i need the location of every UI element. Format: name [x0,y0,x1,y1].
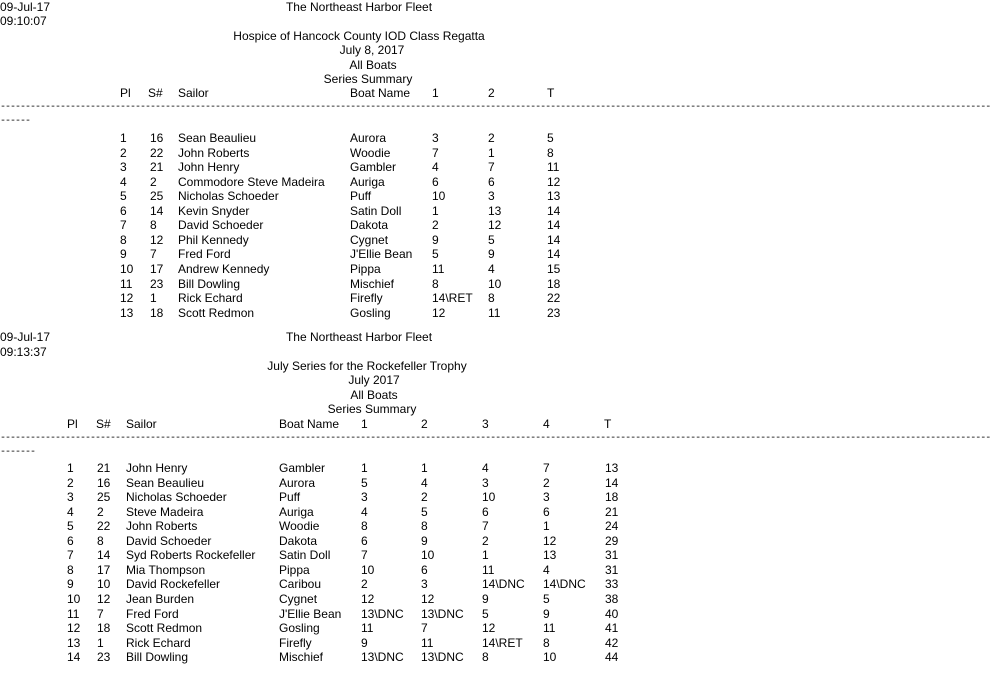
cell-race-2: 13\DNC [421,650,464,665]
cell-sail-number: 21 [150,160,164,175]
table-row [0,204,816,218]
cell-sail-number: 8 [150,218,157,233]
cell-sail-number: 22 [150,145,164,160]
cell-boat-name: Pippa [350,261,381,276]
cell-place: 6 [120,203,127,218]
cell-place: 4 [67,504,74,519]
cell-total: 44 [605,650,619,665]
cell-place: 2 [120,145,127,160]
cell-sail-number: 7 [150,247,157,262]
cell-race-2: 12 [488,218,502,233]
cell-race-1: 11 [361,621,374,636]
header-total: T [604,417,612,431]
regatta-title: Hospice of Hancock County IOD Class Regatta [233,29,485,43]
cell-total: 14 [605,475,619,490]
cell-race-1: 9 [361,635,368,650]
series-summary-label: Series Summary [323,72,413,86]
cell-race-2: 9 [488,247,495,262]
cell-race-2: 11 [488,305,501,320]
cell-place: 11 [67,606,80,621]
cell-sail-number: 10 [97,577,111,592]
cell-sail-number: 2 [150,174,157,189]
report-time: 09:10:07 [0,14,47,28]
cell-total: 14 [547,232,561,247]
cell-place: 9 [120,247,127,262]
cell-total: 29 [605,533,619,548]
cell-total: 14 [547,218,561,233]
cell-race-3: 1 [482,548,489,563]
cell-total: 12 [547,174,561,189]
cell-sailor: Steve Madeira [126,504,204,519]
cell-boat-name: Mischief [350,276,395,291]
cell-total: 42 [605,635,619,650]
cell-sail-number: 16 [97,475,111,490]
cell-race-4: 2 [543,475,550,490]
cell-boat-name: Puff [279,490,301,505]
cell-race-2: 6 [421,562,428,577]
cell-sailor: Jean Burden [126,591,195,606]
cell-boat-name: Satin Doll [350,203,402,218]
cell-sailor: Sean Beaulieu [126,475,205,490]
cell-total: 22 [547,291,561,306]
cell-race-4: 9 [543,606,550,621]
cell-race-1: 12 [361,591,375,606]
header-divider-continued: ------ [0,116,31,127]
cell-sailor: Nicholas Schoeder [178,189,279,204]
cell-sailor: David Schoeder [126,533,212,548]
fleet-name: The Northeast Harbor Fleet [285,330,433,344]
table-row [0,160,816,174]
cell-race-2: 1 [421,461,428,475]
cell-sail-number: 16 [150,131,164,145]
table-row [0,189,816,203]
cell-race-1: 4 [432,160,439,175]
cell-race-1: 1 [432,203,439,218]
table-row [0,233,816,247]
cell-total: 38 [605,591,619,606]
cell-boat-name: Puff [350,189,372,204]
table-row [0,607,816,621]
cell-race-4: 12 [543,533,557,548]
header-race-2: 2 [421,417,428,431]
table-row [0,548,816,562]
table-row [0,505,816,519]
cell-place: 8 [120,232,127,247]
cell-race-1: 7 [432,145,439,160]
cell-boat-name: Woodie [350,145,391,160]
cell-total: 41 [605,621,619,636]
cell-race-4: 13 [543,548,557,563]
cell-total: 31 [605,562,619,577]
cell-place: 10 [120,261,134,276]
cell-boat-name: Aurora [350,131,387,145]
cell-race-2: 7 [421,621,428,636]
cell-place: 7 [67,548,74,563]
cell-boat-name: Gambler [279,461,326,475]
cell-total: 40 [605,606,619,621]
cell-race-2: 12 [421,591,435,606]
cell-place: 9 [67,577,74,592]
cell-race-3: 7 [482,519,489,534]
table-row [0,461,816,475]
cell-race-2: 11 [421,635,434,650]
cell-race-2: 4 [488,261,495,276]
cell-sail-number: 7 [97,606,104,621]
cell-total: 33 [605,577,619,592]
cell-total: 8 [547,145,554,160]
cell-boat-name: J'Ellie Bean [279,606,342,621]
cell-sail-number: 23 [97,650,111,665]
cell-place: 8 [67,562,74,577]
cell-boat-name: Gosling [279,621,320,636]
table-row [0,519,816,533]
table-row [0,563,816,577]
cell-total: 23 [547,305,561,320]
cell-place: 2 [67,475,74,490]
cell-total: 31 [605,548,619,563]
cell-race-1: 2 [361,577,368,592]
cell-race-3: 11 [482,562,495,577]
cell-place: 12 [67,621,81,636]
cell-sailor: Kevin Snyder [178,203,250,218]
cell-race-1: 1 [361,461,368,475]
cell-total: 13 [547,189,561,204]
cell-place: 6 [67,533,74,548]
cell-race-3: 8 [482,650,489,665]
cell-boat-name: Gambler [350,160,397,175]
table-row [0,146,816,160]
cell-sailor: Andrew Kennedy [178,261,270,276]
cell-race-4: 3 [543,490,550,505]
cell-boat-name: Caribou [279,577,322,592]
cell-sail-number: 17 [97,562,111,577]
table-row [0,621,816,635]
cell-sail-number: 18 [97,621,111,636]
table-row [0,291,816,305]
header-divider: ------------------------------------------------------------------------------------------------------------------------------------------------------------------------------------------------------ [0,433,990,444]
division-label: All Boats [349,58,397,72]
header-place: Pl [120,86,131,100]
cell-race-2: 13\DNC [421,606,464,621]
cell-sail-number: 2 [97,504,104,519]
cell-total: 21 [605,504,619,519]
cell-race-2: 8 [421,519,428,534]
cell-race-4: 5 [543,591,550,606]
cell-race-2: 3 [488,189,495,204]
header-race-3: 3 [482,417,489,431]
cell-race-3: 5 [482,606,489,621]
cell-race-3: 14\RET [482,635,523,650]
cell-sail-number: 25 [97,490,111,505]
cell-sailor: Commodore Steve Madeira [178,174,325,189]
cell-race-2: 1 [488,145,495,160]
cell-boat-name: Firefly [279,635,312,650]
fleet-name: The Northeast Harbor Fleet [285,0,433,14]
cell-sail-number: 17 [150,261,164,276]
table-row [0,636,816,650]
cell-race-3: 14\DNC [482,577,525,592]
cell-place: 12 [120,291,134,306]
cell-total: 13 [605,461,619,475]
cell-boat-name: Satin Doll [279,548,331,563]
cell-sail-number: 14 [150,203,164,218]
cell-race-1: 10 [432,189,446,204]
cell-race-1: 5 [432,247,439,262]
cell-race-1: 6 [432,174,439,189]
cell-race-3: 6 [482,504,489,519]
cell-sailor: Nicholas Schoeder [126,490,227,505]
cell-race-4: 6 [543,504,550,519]
cell-boat-name: Aurora [279,475,316,490]
cell-place: 4 [120,174,127,189]
cell-race-1: 14\RET [432,291,473,306]
cell-sail-number: 18 [150,305,164,320]
cell-race-2: 5 [488,232,495,247]
header-race-2: 2 [488,86,495,100]
cell-sailor: Bill Dowling [178,276,241,291]
cell-sailor: Scott Redmon [178,305,255,320]
cell-boat-name: Mischief [279,650,324,665]
cell-race-2: 3 [421,577,428,592]
cell-race-4: 4 [543,562,550,577]
cell-sail-number: 25 [150,189,164,204]
regatta-title: July Series for the Rockefeller Trophy [267,359,467,373]
cell-place: 14 [67,650,81,665]
cell-place: 1 [67,461,74,475]
header-race-1: 1 [432,86,439,100]
cell-place: 3 [120,160,127,175]
division-label: All Boats [350,388,398,402]
cell-total: 18 [547,276,561,291]
table-row [0,577,816,591]
header-divider: ------------------------------------------------------------------------------------------------------------------------------------------------------------------------------------------------------ [0,102,990,113]
cell-place: 11 [120,276,133,291]
cell-boat-name: Firefly [350,291,383,306]
cell-total: 14 [547,203,561,218]
cell-total: 18 [605,490,619,505]
table-row [0,262,816,276]
table-row [0,306,816,320]
cell-sailor: John Roberts [126,519,198,534]
cell-race-1: 8 [432,276,439,291]
cell-sailor: Mia Thompson [126,562,206,577]
cell-boat-name: J'Ellie Bean [350,247,413,262]
cell-race-3: 10 [482,490,496,505]
cell-sailor: Bill Dowling [126,650,189,665]
cell-sail-number: 12 [150,232,164,247]
cell-race-1: 9 [432,232,439,247]
cell-place: 7 [120,218,127,233]
cell-boat-name: Woodie [279,519,320,534]
cell-race-1: 11 [432,261,445,276]
cell-race-1: 4 [361,504,368,519]
cell-sailor: Fred Ford [178,247,231,262]
cell-sailor: Syd Roberts Rockefeller [126,548,256,563]
cell-sailor: John Roberts [178,145,250,160]
cell-sail-number: 1 [97,635,104,650]
cell-place: 10 [67,591,81,606]
cell-race-2: 6 [488,174,495,189]
cell-place: 5 [120,189,127,204]
series-summary-label: Series Summary [327,402,417,416]
cell-race-1: 3 [432,131,439,145]
cell-race-1: 5 [361,475,368,490]
cell-race-1: 3 [361,490,368,505]
header-boat-name: Boat Name [350,86,411,100]
header-place: Pl [67,417,78,431]
cell-race-3: 2 [482,533,489,548]
cell-total: 24 [605,519,619,534]
cell-race-2: 13 [488,203,502,218]
cell-race-4: 1 [543,519,550,534]
cell-race-3: 12 [482,621,496,636]
cell-sail-number: 22 [97,519,111,534]
cell-race-2: 9 [421,533,428,548]
table-row [0,476,816,490]
event-date: July 2017 [348,373,400,387]
table-row [0,175,816,189]
header-divider-continued: ------- [0,447,36,458]
cell-race-3: 3 [482,475,489,490]
header-sailor: Sailor [178,86,209,100]
table-row [0,277,816,291]
table-row [0,650,816,664]
cell-total: 15 [547,261,561,276]
cell-race-4: 10 [543,650,557,665]
cell-boat-name: Auriga [350,174,385,189]
report-date: 09-Jul-17 [0,0,51,14]
cell-race-1: 8 [361,519,368,534]
cell-boat-name: Auriga [279,504,314,519]
cell-sailor: David Schoeder [178,218,264,233]
table-row [0,490,816,504]
cell-race-2: 2 [488,131,495,145]
cell-race-1: 6 [361,533,368,548]
cell-race-4: 8 [543,635,550,650]
cell-sail-number: 21 [97,461,111,475]
cell-sailor: John Henry [126,461,188,475]
cell-sail-number: 12 [97,591,111,606]
cell-total: 11 [547,160,560,175]
cell-place: 3 [67,490,74,505]
cell-race-1: 10 [361,562,375,577]
cell-race-4: 11 [543,621,556,636]
cell-race-1: 7 [361,548,368,563]
table-row [0,131,816,145]
cell-sailor: Scott Redmon [126,621,203,636]
cell-boat-name: Dakota [350,218,389,233]
cell-boat-name: Pippa [279,562,310,577]
cell-boat-name: Gosling [350,305,391,320]
cell-race-2: 7 [488,160,495,175]
cell-total: 14 [547,247,561,262]
cell-race-2: 8 [488,291,495,306]
cell-sailor: John Henry [178,160,240,175]
cell-sail-number: 14 [97,548,111,563]
table-row [0,534,816,548]
cell-race-4: 14\DNC [543,577,586,592]
cell-sail-number: 23 [150,276,164,291]
cell-sailor: Sean Beaulieu [178,131,257,145]
report-date: 09-Jul-17 [0,330,51,344]
cell-place: 1 [120,131,127,145]
cell-race-2: 4 [421,475,428,490]
header-race-4: 4 [543,417,550,431]
cell-race-2: 10 [421,548,435,563]
table-row [0,218,816,232]
cell-place: 13 [67,635,81,650]
cell-total: 5 [547,131,554,145]
cell-race-2: 10 [488,276,502,291]
cell-race-1: 2 [432,218,439,233]
cell-race-2: 5 [421,504,428,519]
report-time: 09:13:37 [0,345,47,359]
cell-race-2: 2 [421,490,428,505]
header-sail-number: S# [96,417,111,431]
table-row [0,592,816,606]
cell-sailor: Rick Echard [126,635,191,650]
header-race-1: 1 [361,417,368,431]
event-date: July 8, 2017 [339,43,405,57]
cell-place: 5 [67,519,74,534]
cell-race-1: 12 [432,305,446,320]
cell-boat-name: Cygnet [279,591,318,606]
cell-boat-name: Dakota [279,533,318,548]
header-sail-number: S# [148,86,163,100]
cell-place: 13 [120,305,134,320]
header-boat-name: Boat Name [279,417,340,431]
cell-sailor: David Rockefeller [126,577,221,592]
cell-race-3: 9 [482,591,489,606]
cell-sail-number: 8 [97,533,104,548]
table-row [0,247,816,261]
cell-race-1: 13\DNC [361,606,404,621]
cell-race-1: 13\DNC [361,650,404,665]
cell-sailor: Fred Ford [126,606,179,621]
cell-sailor: Phil Kennedy [178,232,249,247]
header-sailor: Sailor [126,417,157,431]
cell-sailor: Rick Echard [178,291,243,306]
cell-race-3: 4 [482,461,489,475]
cell-boat-name: Cygnet [350,232,389,247]
header-total: T [547,86,555,100]
cell-sail-number: 1 [150,291,157,306]
cell-race-4: 7 [543,461,550,475]
